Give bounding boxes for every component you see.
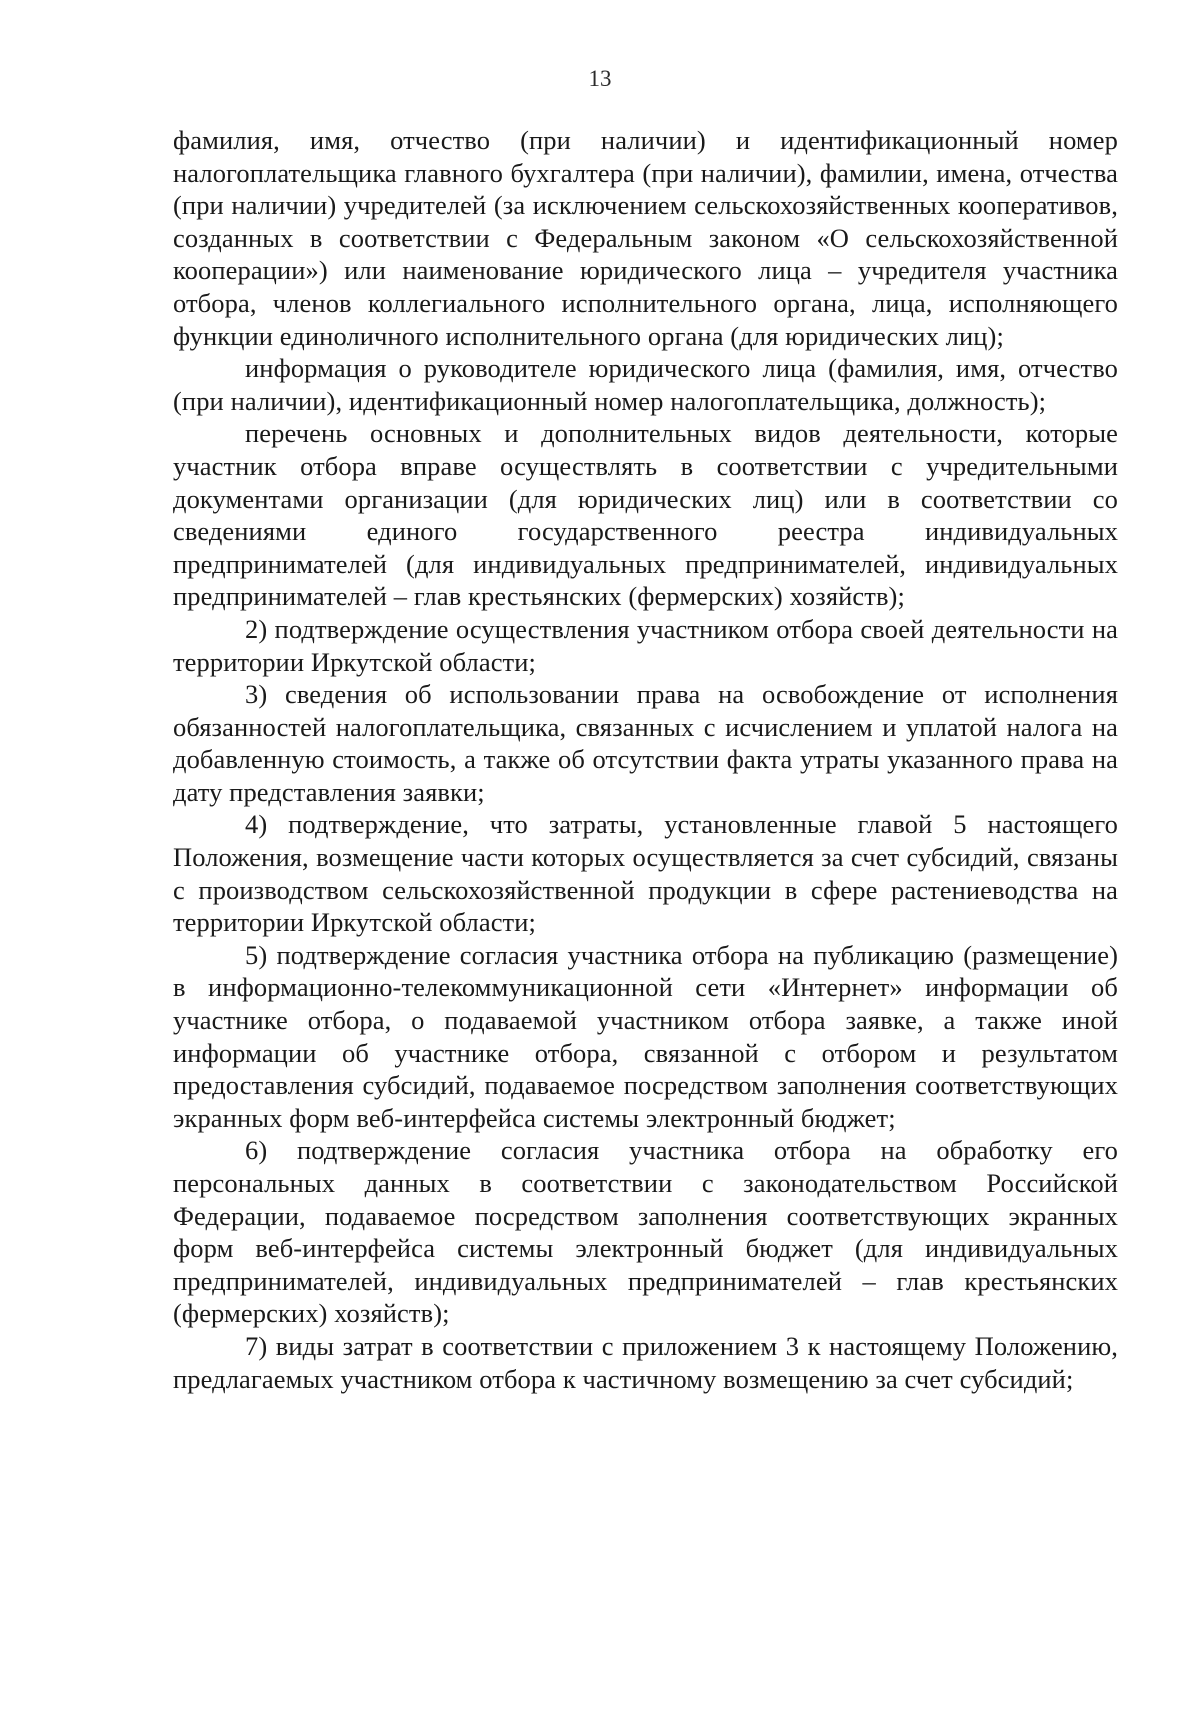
paragraph-item-2: 2) подтверждение осуществления участником отбора своей деятельности на территории Иркутской области; bbox=[173, 613, 1118, 677]
paragraph-activities-list: перечень основных и дополнительных видов деятельности, которые участник отбора вправе осуществлять в соответствии с учредительными документами организации (для юридических лиц) или в соответствии со сведениями единого государственного реестра индивидуальных предпринимателей (для индивидуальных предпринимателей, индивидуальных предпринимателей – глав крестьянских (фермерских) хозяйств); bbox=[173, 418, 1118, 612]
document-body bbox=[173, 124, 1118, 1395]
paragraph-item-3: 3) сведения об использовании права на освобождение от исполнения обязанностей налогоплательщика, связанных с исчислением и уплатой налога на добавленную стоимость, а также об отсутствии факта утраты указанного права на дату представления заявки; bbox=[173, 679, 1118, 807]
paragraph-item-5: 5) подтверждение согласия участника отбора на публикацию (размещение) в информационно-телекоммуникационной сети «Интернет» информации об участнике отбора, о подаваемой участником отбора заявке, а также иной информации об участнике отбора, связанной с отбором и результатом предоставления субсидий, подаваемое посредством заполнения соответствующих экранных форм веб-интерфейса системы электронный бюджет; bbox=[173, 939, 1118, 1133]
paragraph-item-6: 6) подтверждение согласия участника отбора на обработку его персональных данных в соответствии с законодательством Российской Федерации, подаваемое посредством заполнения соответствующих экранных форм веб-интерфейса системы электронный бюджет (для индивидуальных предпринимателей, индивидуальных предпринимателей – глав крестьянских (фермерских) хозяйств); bbox=[173, 1135, 1118, 1329]
paragraph-item-4: 4) подтверждение, что затраты, установленные главой 5 настоящего Положения, возмещение части которых осуществляется за счет субсидий, связаны с производством сельскохозяйственной продукции в сфере растениеводства на территории Иркутской области; bbox=[173, 809, 1118, 938]
paragraph-head-info: информация о руководителе юридического лица (фамилия, имя, отчество (при наличии), идентификационный номер налогоплательщика, должность); bbox=[173, 353, 1118, 416]
paragraph-chief-accountant-info: фамилия, имя, отчество (при наличии) и идентификационный номер налогоплательщика главного бухгалтера (при наличии), фамилии, имена, отчества (при наличии) учредителей (за исключением сельскохозяйственных кооперативов, созданных в соответствии с Федеральным законом «О сельскохозяйственной кооперации») или наименование юридического лица – учредителя участника отбора, членов коллегиального исполнительного органа, лица, исполняющего функции единоличного исполнительного органа (для юридических лиц); bbox=[173, 125, 1118, 351]
paragraph-item-7: 7) виды затрат в соответствии с приложением 3 к настоящему Положению, предлагаемых участником отбора к частичному возмещению за счет субсидий; bbox=[173, 1330, 1118, 1394]
page-number: 13 bbox=[588, 66, 612, 91]
